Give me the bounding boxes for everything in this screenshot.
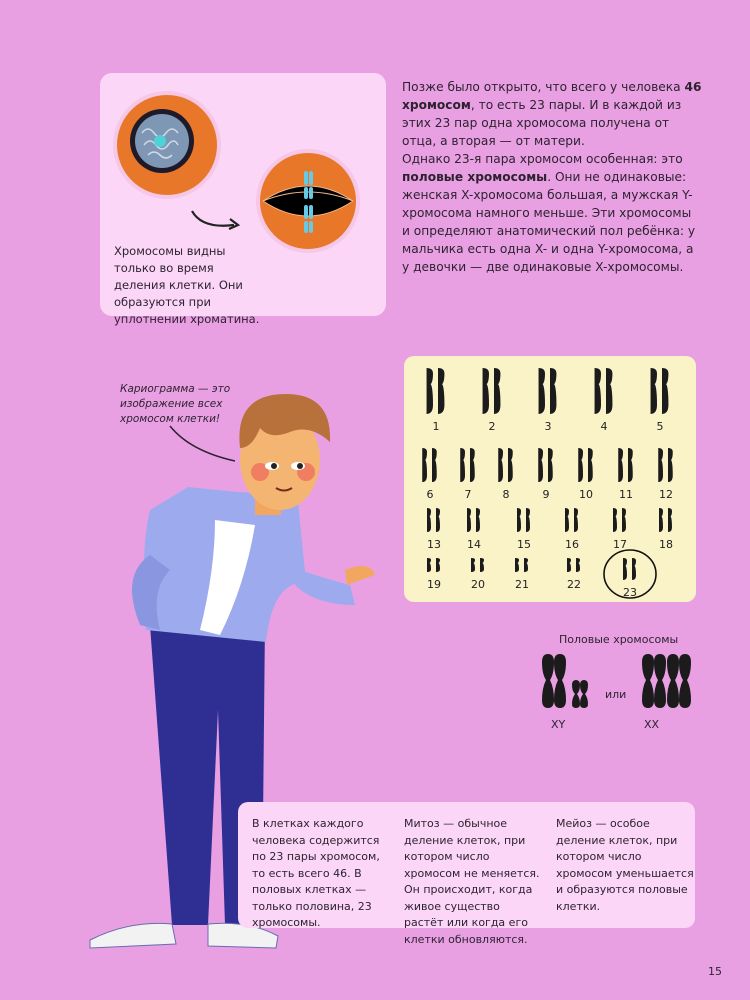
chromosome-pair-3 (539, 368, 557, 414)
chromosome-pair-9 (538, 448, 553, 482)
xy-label: XY (551, 718, 566, 731)
bottom-info-card (238, 802, 695, 946)
speech-bubble-text: Кариограмма — это изображение всех хромосом клетки! (120, 383, 231, 425)
chromosome-label-10: 10 (579, 488, 593, 501)
intro-paragraph-1: Позже было открыто, что всего у человека 46 хромосом, то есть 23 пары. И в каждой из этих 23 пар одна хромосома получена от отца, а вторая — от матери. (402, 80, 702, 148)
info-column-3: Мейоз — особое деление клеток, при котором число хромосом уменьшается и образуются половые клетки. (556, 817, 694, 913)
chromosome-pair-22 (567, 558, 580, 572)
intro-paragraph-2: Однако 23-я пара хромосом особенная: это половые хромосомы. Они не одинаковые: женская X-хромосома большая, а мужская Y-хромосома намного меньше. Эти хромосомы и определяют анатомический пол ребёнка: у мальчика есть одна X- и одна Y-хромосома, а у девочки — две одинаковые X-хромосомы. (402, 152, 696, 274)
chromosome-pair-16 (565, 508, 578, 532)
karyogram (404, 356, 696, 602)
chromosome-label-13: 13 (427, 538, 441, 551)
chromosome-label-12: 12 (659, 488, 673, 501)
chromosome-pair-8 (498, 448, 513, 482)
chromosome-pair-13 (427, 508, 440, 532)
chromosome-pair-12 (658, 448, 673, 482)
chromosome-label-15: 15 (517, 538, 531, 551)
chromosome-label-1: 1 (432, 420, 440, 433)
chromosome-label-21: 21 (515, 578, 529, 591)
chromosome-pair-7 (460, 448, 475, 482)
chromosome-label-11: 11 (619, 488, 633, 501)
page-number: 15 (708, 965, 722, 978)
info-column-1: В клетках каждого человека содержится по 23 пары хромосом, то есть всего 46. В половых клетках — только половина, 23 хромосомы. (252, 817, 380, 929)
chromosome-pair-18 (659, 508, 672, 532)
xx-label: XX (644, 718, 660, 731)
sex-chromosomes-figure (538, 650, 698, 720)
chromosome-label-19: 19 (427, 578, 441, 591)
chromosome-label-8: 8 (502, 488, 510, 501)
karyogram-chromosomes (404, 356, 696, 602)
chromosome-pair-21 (515, 558, 528, 572)
chromosome-pair-1 (427, 368, 445, 414)
chromosome-pair-11 (618, 448, 633, 482)
sex-chromosomes-title: Половые хромосомы (559, 633, 679, 646)
chromosome-label-7: 7 (464, 488, 472, 501)
info-column-2: Митоз — обычное деление клеток, при котором число хромосом не меняется. Он происходит, когда живое существо растёт или когда его клетки обновляются. (404, 817, 540, 946)
chromosome-label-20: 20 (471, 578, 485, 591)
chromosome-pair-4 (595, 368, 613, 414)
chromosome-label-6: 6 (426, 488, 434, 501)
or-label: или (605, 688, 627, 701)
chromosome-pair-6 (422, 448, 437, 482)
chromosome-pair-20 (471, 558, 484, 572)
chromosome-label-18: 18 (659, 538, 673, 551)
chromosome-label-16: 16 (565, 538, 579, 551)
cell-division-card (100, 73, 386, 326)
chromosome-label-5: 5 (656, 420, 664, 433)
chromosome-label-2: 2 (488, 420, 496, 433)
chromosome-label-3: 3 (544, 420, 552, 433)
chromosome-label-4: 4 (600, 420, 608, 433)
chromosome-label-22: 22 (567, 578, 581, 591)
chromosome-pair-17 (613, 508, 626, 532)
cell-caption: Хромосомы видны только во время деления клетки. Они образуются при уплотнении хроматина. (114, 244, 260, 326)
chromosome-pair-19 (427, 558, 440, 572)
chromosome-pair-5 (651, 368, 669, 414)
chromosome-label-23: 23 (623, 586, 637, 599)
chromosome-label-17: 17 (613, 538, 627, 551)
chromosome-pair-15 (517, 508, 530, 532)
chromosome-pair-2 (483, 368, 501, 414)
chromosome-label-9: 9 (542, 488, 550, 501)
chromosome-label-14: 14 (467, 538, 481, 551)
chromosome-pair-14 (467, 508, 480, 532)
chromosome-pair-23 (623, 558, 636, 580)
chromosome-pair-10 (578, 448, 593, 482)
intro-text (402, 78, 702, 276)
